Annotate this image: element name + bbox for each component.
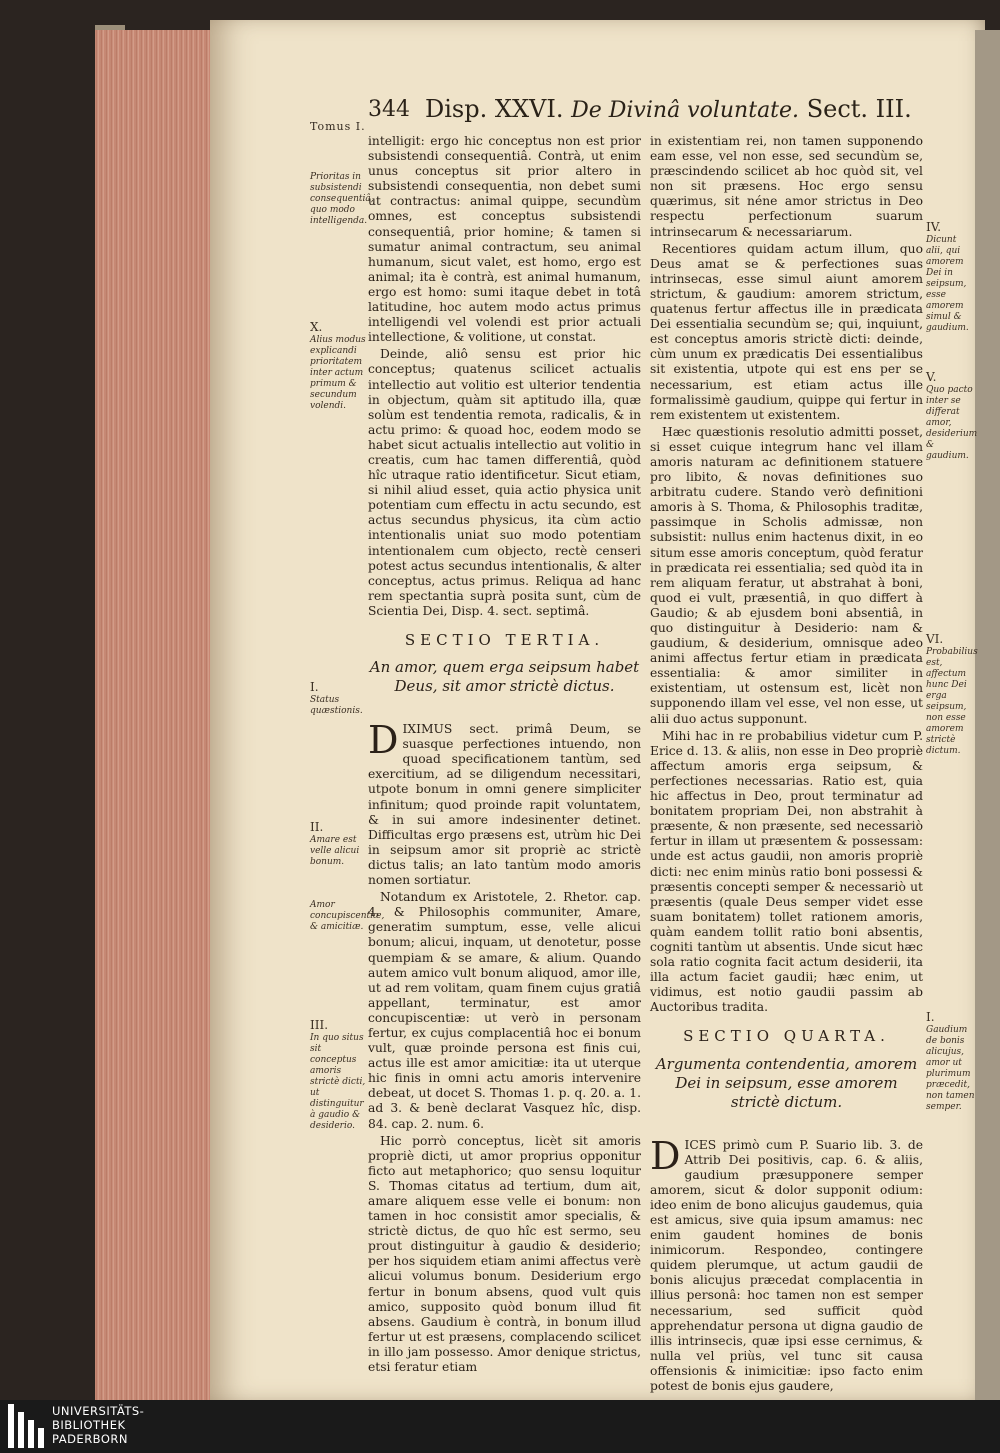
margin-note: II. Amare est velle alicui bonum. — [310, 820, 360, 867]
paragraph: Mihi hac in re probabilius videtur cum P. Erice d. 13. & aliis, non esse in Deo propriè affectum amoris erga seipsum, & perfectiones necessarias. Ratio est, quia hic affectus in Deo, prout terminatur ad bonitatem propriam Dei, non abstrahit à præsente, & non præsente, sed necessariò fertur in illam ut præsentem & possessam: unde est actus gaudii, non amoris propriè dicti: nec enim minùs ratio boni possessi & præsentis concepti semper & necessariò ut præsentis (quale Deus semper videt esse suam bonitatem) tollet rationem amoris, quàm eandem tollit ratio boni absentis, cogniti tantùm ut absentis. Unde sicut hæc sola ratio cognita facit actum desiderii, ita illa actum faciet gaudii; hæc enim, ut vidimus, est notio gaudii passim ab Auctoribus tradita. — [650, 728, 923, 1015]
margin-note: I. Gaudium de bonis alicujus, amor ut plurimum præcedit, non tamen semper. — [926, 1010, 975, 1112]
margin-note: VI. Probabilius est, affectum hunc Dei erga seipsum, non esse amorem strictè dictum. — [926, 632, 978, 756]
paragraph: Notandum ex Aristotele, 2. Rhetor. cap. 4. & Philosophis communiter, Amare, generatim sumptum, esse, velle alicui bonum; alicui, inquam, ut denotetur, posse quempiam & se amare, & alium. Quando autem amico vult bonum aliquod, amor ille, ut ad rem volitam, quam finem cujus gratiâ appellant, terminatur, est amor concupiscentiæ: ut verò in personam fertur, ex cujus complacentiâ hoc ei bonum vult, quæ proinde persona est finis cui, actus ille est amor amicitiæ: ita ut uterque hic finis in omni actu amoris intervenire debeat, ut docet S. Thomas 1. p. q. 20. a. 1. ad 3. & benè declarat Vasquez hîc, disp. 84. cap. 2. num. 6. — [368, 890, 641, 1131]
margin-note: Amor concupiscentiæ, & amicitiæ. — [310, 900, 385, 932]
paragraph — [650, 1133, 923, 1395]
running-title-italic: De Divinâ voluntate. — [571, 98, 800, 123]
margin-note: Prioritas in subsistendi consequentiâ, quo modo intelligenda. — [310, 172, 374, 226]
paragraph — [368, 718, 641, 888]
paragraph-text: ICES primò cum P. Suario lib. 3. de Attrib Dei positivis, cap. 6. & aliis, gaudium præsupponere semper amorem, sicut & dolor supponit odium: ideo enim de bono alicujus gaudemus, quia est amicus, sive quia ipsum amamus: nec enim gaudent homines de bonis inimicorum. Respondeo, contingere quidem plerumque, ut actum gaudii de bonis alicujus præcedat complacentia in illius personâ: hoc tamen non est semper necessarium, sed sufficit quòd apprehendatur persona ut digna gaudio de illis intrinsecis, quæ ipsi esse cernimus, & nulla vel priùs, vel tunc sit causa offensionis & inimicitiæ: ipso facto enim potest de bonis ejus gaudere, — [650, 1137, 923, 1394]
right-column — [650, 134, 923, 1396]
margin-note: III. In quo situs sit conceptus amoris strictè dicti, ut distinguitur à gaudio & desiderio. — [310, 1018, 366, 1131]
running-header — [425, 95, 912, 123]
paragraph-text: IXIMUS sect. primâ Deum, se suasque perfectiones intuendo, non quoad specificationem tantùm, sed exercitium, ad se diligendum necessitari, utpote bonum in omni genere simpliciter infinitum; quod proinde rapit voluntatem, & in sui amore indesinenter detinet. Difficultas ergo præsens est, utrùm hic Dei in seipsum amor sit propriè ac strictè dictus talis; an lato tantùm modo amoris nomen sortiatur. — [368, 722, 641, 888]
paragraph: Recentiores quidam actum illum, quo Deus amat se & perfectiones suas intrinsecas, esse simul aiunt amorem strictum, & gaudium: amorem strictum, quatenus fertur affectus ille in prædicata Dei essentialia secundùm se; qui, inquiunt, est conceptus amoris strictè dicti: deinde, cùm unum ex prædicatis Dei essentialibus sit existentia, utpote qui est ens per se necessarium, est etiam actus ille formalissimè gaudium, quippe qui fertur in rem existentem ut existentem. — [650, 241, 923, 422]
section-title: Argumenta contendentia, amorem Dei in seipsum, esse amorem strictè dictum. — [655, 1054, 918, 1111]
facing-page-edge — [975, 30, 1000, 1400]
margin-note: I. Status quæstionis. — [310, 680, 363, 716]
footer-bar — [0, 1400, 1000, 1453]
disputation-label: Disp. XXVI. — [425, 95, 564, 123]
dropcap: D — [650, 1133, 681, 1178]
margin-note: X. Alius modus explicandi prioritatem inter actum primum & secundum volendi. — [310, 320, 366, 411]
paragraph: Hæc quæstionis resolutio admitti posset, si esset cuique integrum hanc vel illam amoris naturam ac definitionem statuere pro libito, & novas definitiones suo arbitratu cudere. Stando verò definitioni amoris à S. Thoma, & Philosophis traditæ, passimque in Scholis admissæ, non subsistit: nullus enim hactenus dixit, in eo situm esse amoris conceptum, quòd feratur in prædicata rei essentialia; sed quòd ita in rem aliquam feratur, ut abstrahat à boni, quod ei vult, præsentiâ, in quo differt à Gaudio; & ab ejusdem boni absentiâ, in quo distinguitur à Desiderio: nam & gaudium, & desiderium, omnisque adeo animi affectus fertur etiam in prædicata essentialia: & amor similiter in existentiam, ut ostensum est, licèt non supponendo illam vel esse, vel non esse, ut alii duo actus supponunt. — [650, 424, 923, 726]
paragraph: intelligit: ergo hic conceptus non est prior subsistendi consequentiâ. Contrà, ut enim unus conceptus sit prior altero in subsistendi consequentia, non debet sumi ut contractus: animal quippe, secundùm omnes, est conceptus subsistendi consequentiâ, prior homine; & tamen si sumatur animal contractum, seu animal humanum, sicut valet, est homo, ergo est animal; ita è contrà, est animal humanum, ergo est homo: sumi itaque debet in totâ latitudine, hoc autem modo actus primus intelligendi vel volendi est prior actuali intellectione, & volitione, ut constat. — [368, 134, 641, 345]
paragraph: Deinde, aliô sensu est prior hic conceptus; quatenus scilicet actualis intellectio aut volitio est ulterior tendentia in objectum, quàm sit aptitudo illa, quæ solùm est tendentia remota, radicalis, & in actu primo: & quoad hoc, eodem modo se habet sicut actualis intellectio aut volitio in creatis, cum hac tamen differentiâ, quòd hîc utraque ratio identificetur. Sicut etiam, si nihil aliud esset, quia actio physica unit potentiam cum effectu in actu secundo, est actus secundus physicus, ita cùm actio intentionalis uniat suo modo potentiam intentionalem cum objecto, rectè censeri potest actus secundus intentionalis, & alter conceptus, actus primus. Reliqua ad hanc rem spectantia suprà posita sunt, cùm de Scientia Dei, Disp. 4. sect. septimâ. — [368, 347, 641, 618]
section-heading: SECTIO TERTIA. — [404, 631, 605, 649]
section-title: An amor, quem erga seipsum habet Deus, sit amor strictè dictus. — [369, 658, 640, 696]
section-label: Sect. III. — [806, 95, 912, 123]
margin-note: V. Quo pacto inter se differat amor, desiderium & gaudium. — [926, 370, 978, 461]
dropcap: D — [368, 718, 399, 763]
tomus-label: Tomus I. — [310, 120, 366, 133]
library-logo-icon — [8, 1404, 44, 1448]
paragraph: Hic porrò conceptus, licèt sit amoris propriè dicti, ut amor proprius opponitur ficto aut metaphorico; quo sensu loquitur S. Thomas citatus ad tertium, dum ait, amare aliquem esse velle ei bonum: non tamen in hoc consistit amor specialis, & strictè dictus, de quo hîc est sermo, seu prout distinguitur à gaudio & desiderio; per hos siquidem etiam animi affectus verè alicui volumus bonum. Desiderium ergo fertur in bonum absens, quod vult quis amico, supposito quòd bonum illud fit absens. Gaudium è contrà, in bonum illud fertur ut est præsens, complacendo scilicet in illo jam possesso. Amor denique strictus, etsi feratur etiam — [368, 1133, 641, 1375]
margin-note: IV. Dicunt alii, qui amorem Dei in seipsum, esse amorem simul & gaudium. — [926, 220, 969, 333]
paragraph: in existentiam rei, non tamen supponendo eam esse, vel non esse, sed secundùm se, præscindendo scilicet ab hoc quòd sit, vel non sit præsens. Hoc ergo sensu quærimus, sit néne amor strictus in Deo respectu perfectionum suarum intrinsecarum & necessariarum. — [650, 134, 923, 239]
section-heading: SECTIO QUARTA. — [683, 1027, 890, 1046]
page-edges — [95, 30, 225, 1400]
page-number: 344 — [368, 97, 410, 122]
left-column — [368, 134, 641, 1377]
library-name: UNIVERSITÄTS- BIBLIOTHEK PADERBORN — [52, 1404, 145, 1446]
